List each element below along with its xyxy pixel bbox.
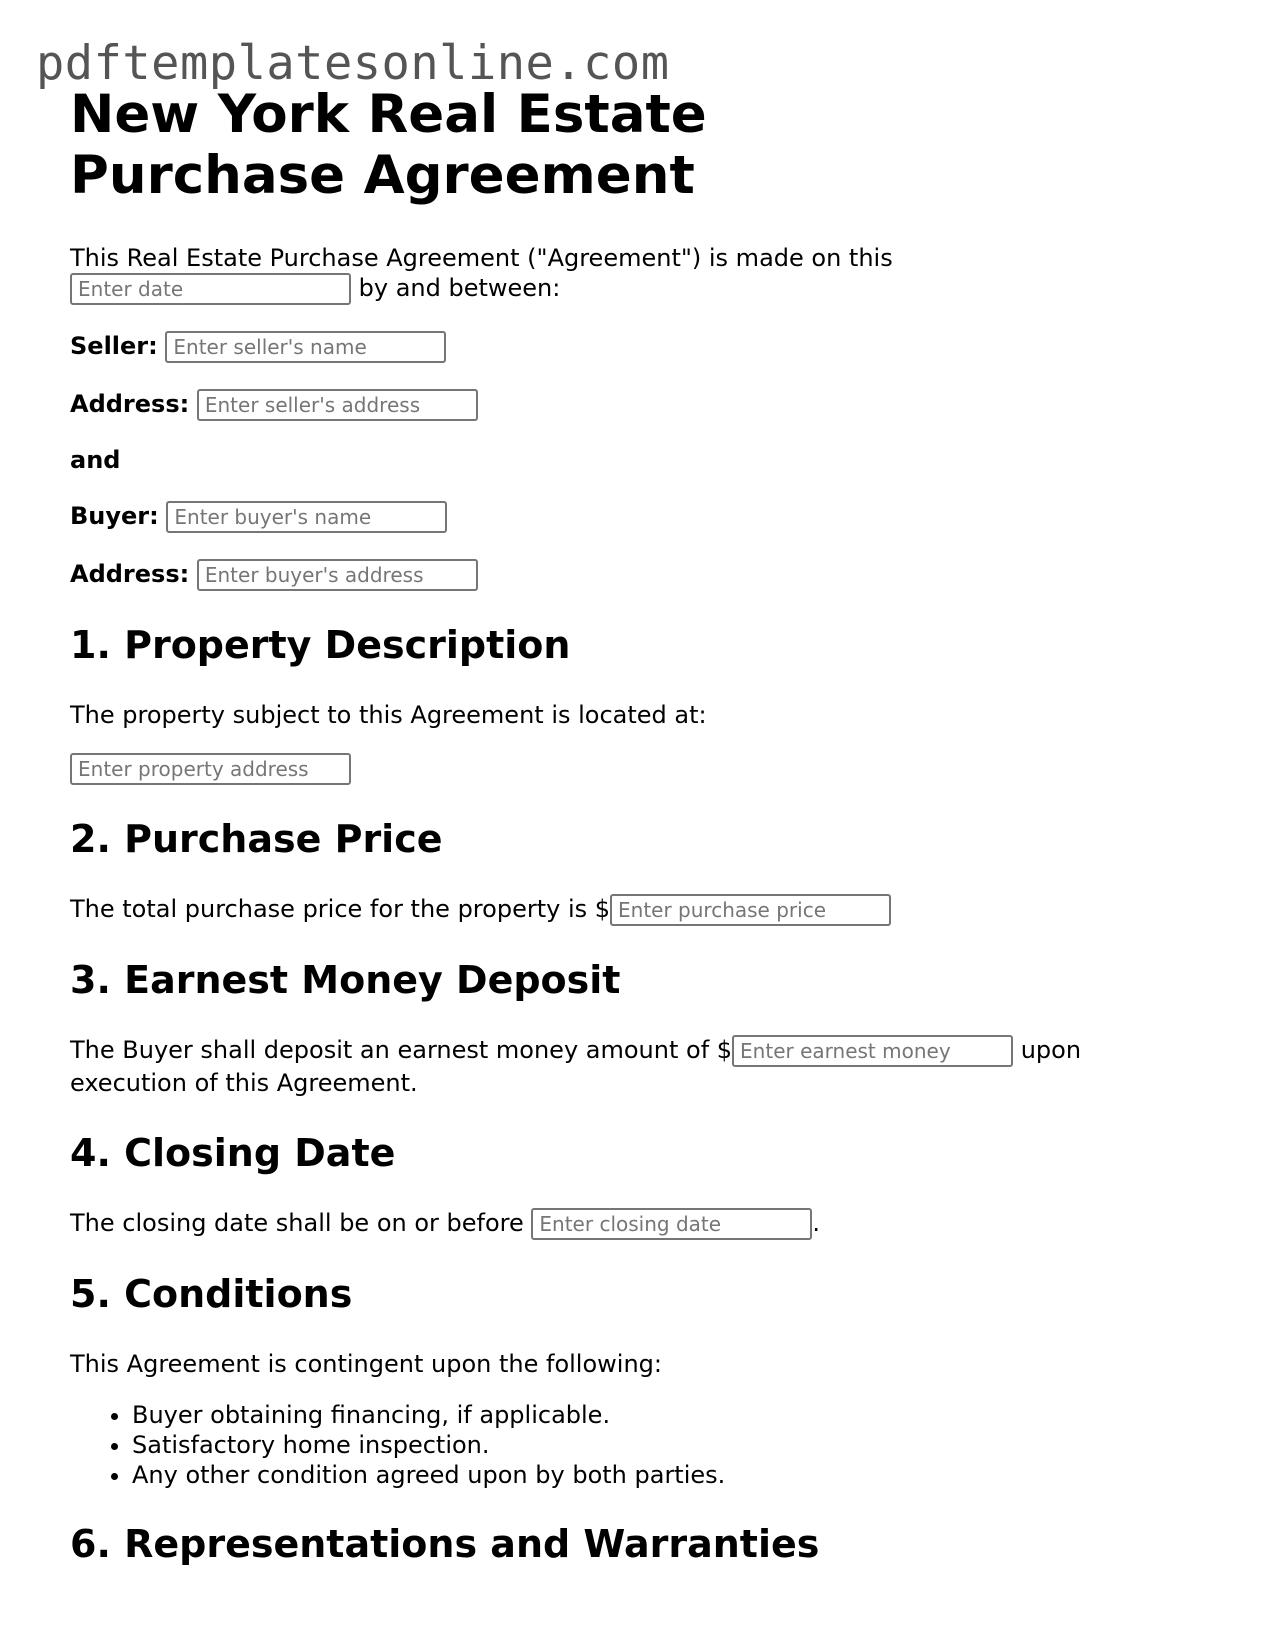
agreement-date-input[interactable] (70, 273, 351, 305)
buyer-address-label: Address: (70, 560, 190, 588)
intro-paragraph (70, 243, 1210, 305)
list-item: • Buyer obtaining financing, if applicable. (132, 1400, 1210, 1430)
seller-name-row (70, 329, 1210, 363)
section-heading-price: 2. Purchase Price (70, 817, 443, 861)
section-heading-earnest: 3. Earnest Money Deposit (70, 958, 621, 1002)
price-paragraph (70, 893, 1210, 926)
buyer-name-label: Buyer: (70, 502, 159, 530)
conditions-list (70, 1400, 1210, 1490)
page-title: New York Real Estate Purchase Agreement (70, 84, 707, 206)
section-heading-property: 1. Property Description (70, 623, 571, 667)
and-separator: and (70, 446, 121, 474)
seller-name-input[interactable] (165, 331, 446, 363)
buyer-address-input[interactable] (197, 559, 478, 591)
seller-name-label: Seller: (70, 332, 158, 360)
seller-address-row (70, 387, 1210, 421)
seller-address-label: Address: (70, 390, 190, 418)
agreement-document (70, 84, 1210, 1568)
earnest-text: The Buyer shall deposit an earnest money amount of $ (70, 1036, 733, 1064)
closing-paragraph (70, 1207, 1210, 1240)
section-heading-conditions: 5. Conditions (70, 1272, 353, 1316)
intro-text-after: by and between: (358, 274, 561, 302)
price-text: The total purchase price for the property is $ (70, 895, 611, 923)
section-heading-closing: 4. Closing Date (70, 1131, 396, 1175)
buyer-name-row (70, 499, 1210, 533)
intro-text: This Real Estate Purchase Agreement ("Agreement") is made on this (70, 244, 893, 272)
buyer-address-row (70, 557, 1210, 591)
earnest-money-input[interactable] (732, 1035, 1013, 1067)
closing-text-after: . (812, 1209, 821, 1237)
buyer-name-input[interactable] (166, 501, 447, 533)
property-text: The property subject to this Agreement is located at: (70, 701, 707, 729)
seller-address-input[interactable] (197, 389, 478, 421)
list-item: • Satisfactory home inspection. (132, 1430, 1210, 1460)
watermark: pdftemplatesonline.com (36, 36, 670, 91)
closing-date-input[interactable] (531, 1208, 812, 1240)
list-item: • Any other condition agreed upon by both parties. (132, 1460, 1210, 1490)
property-address-row (70, 753, 1210, 785)
closing-text: The closing date shall be on or before (70, 1209, 524, 1237)
earnest-paragraph (70, 1034, 1130, 1099)
purchase-price-input[interactable] (610, 894, 891, 926)
earnest-text-after: upon execution of this Agreement. (70, 1036, 1082, 1097)
property-address-input[interactable] (70, 753, 351, 785)
section-heading-warranties: 6. Representations and Warranties (70, 1522, 820, 1566)
conditions-text: This Agreement is contingent upon the following: (70, 1350, 662, 1378)
